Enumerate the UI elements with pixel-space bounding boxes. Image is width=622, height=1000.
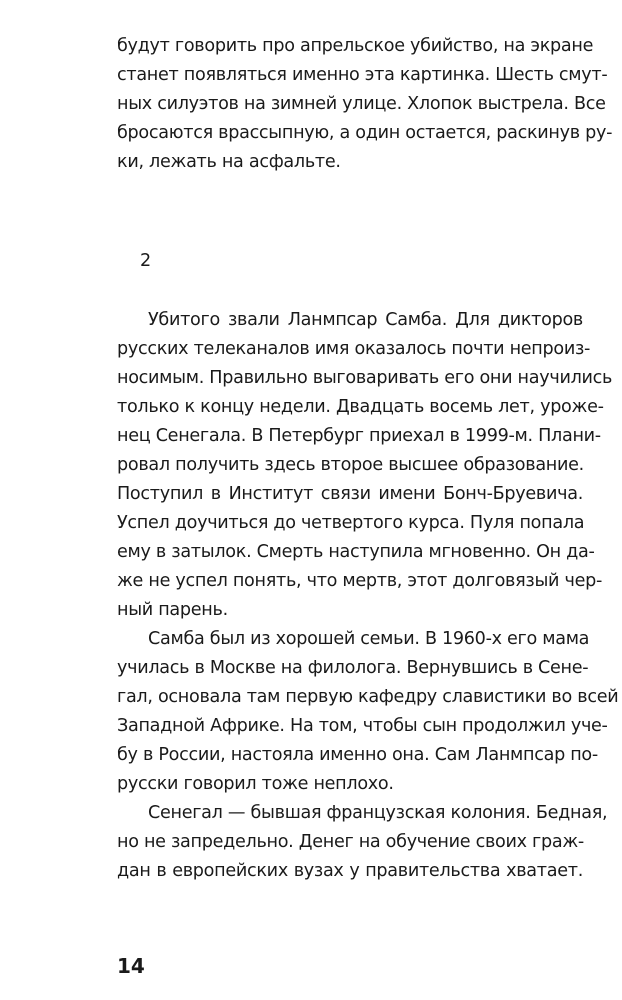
text-line: русских телеканалов имя оказалось почти непроиз- [117,339,591,359]
text-line: дан в европейских вузах у правительства хватает. [117,861,583,881]
text-line: гал, основала там первую кафедру славистики во всей [117,687,619,707]
text-line: но не запредельно. Денег на обучение своих граж- [117,832,584,852]
text-line: же не успел понять, что мертв, этот долговязый чер- [117,571,603,591]
text-line: Убитого звали Ланмпсар Самба. Для дикторов [148,310,583,330]
text-line: ный парень. [117,600,228,620]
text-line: носимым. Правильно выговаривать его они научились [117,368,613,388]
text-line: бу в России, настояла именно она. Сам Ланмпсар по- [117,745,598,765]
section-number: 2 [140,251,152,271]
text-line: только к концу недели. Двадцать восемь лет, уроже- [117,397,604,417]
text-line: бросаются врассыпную, а один остается, раскинув ру- [117,123,613,143]
text-line: станет появляться именно эта картинка. Шесть смут- [117,65,608,85]
text-line: Западной Африке. На том, чтобы сын продолжил уче- [117,716,608,736]
text-line: ных силуэтов на зимней улице. Хлопок выстрела. Все [117,94,606,114]
text-line: Успел доучиться до четвертого курса. Пуля попала [117,513,585,533]
text-line: нец Сенегала. В Петербург приехал в 1999-м. Плани- [117,426,601,446]
text-line: будут говорить про апрельское убийство, на экране [117,36,594,56]
text-line: училась в Москве на филолога. Вернувшись в Сене- [117,658,589,678]
text-line: Сенегал — бывшая французская колония. Бедная, [148,803,608,823]
text-line: ровал получить здесь второе высшее образование. [117,455,584,475]
text-line: русски говорил тоже неплохо. [117,774,394,794]
text-line: Поступил в Институт связи имени Бонч-Бруевича. [117,484,583,504]
text-line: Самба был из хорошей семьи. В 1960-х его мама [148,629,590,649]
text-line: ки, лежать на асфальте. [117,152,341,172]
text-line: ему в затылок. Смерть наступила мгновенно. Он да- [117,542,595,562]
page-number: 14 [117,954,145,978]
